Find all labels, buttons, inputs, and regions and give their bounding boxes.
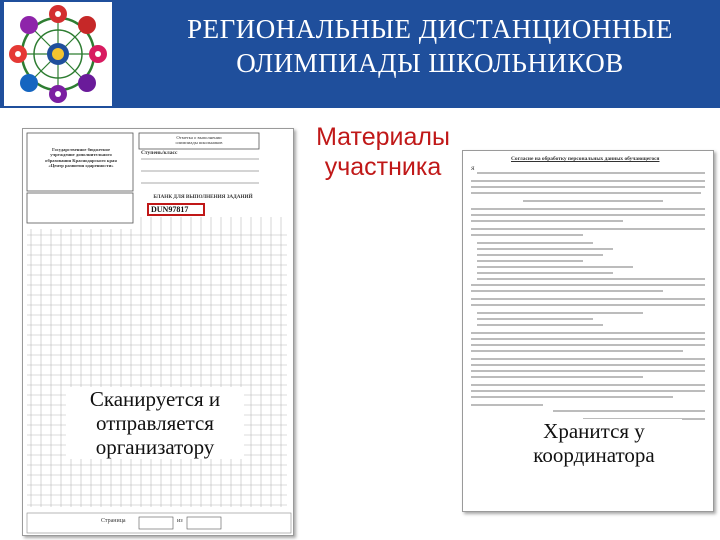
page-title-line1: РЕГИОНАЛЬНЫЕ ДИСТАНЦИОННЫЕ <box>187 14 673 44</box>
organization-block <box>31 137 131 169</box>
page-title-line2: ОЛИМПИАДЫ ШКОЛЬНИКОВ <box>236 48 624 78</box>
answer-sheet-document <box>22 128 294 536</box>
page-of-label: из <box>177 518 183 524</box>
org-line: Государственное бюджетное <box>52 147 110 152</box>
materials-line1: Материалы <box>316 123 450 151</box>
stamp-line: олимпиады школьников <box>175 140 223 146</box>
left-caption-line2: отправляется <box>96 411 214 435</box>
participant-materials-label <box>304 122 462 182</box>
participant-code: DUN97817 <box>147 203 205 216</box>
org-line: учреждение дополнительного <box>50 152 112 158</box>
sheet-title: БЛАНК ДЛЯ ВЫПОЛНЕНИЯ ЗАДАНИЙ <box>153 194 253 200</box>
left-caption-line3: организатору <box>95 435 215 459</box>
materials-line2: участника <box>324 153 442 181</box>
stamp-line: Отметка о выполнении <box>176 135 222 140</box>
right-caption <box>506 419 682 467</box>
page-label: Страница <box>101 518 126 524</box>
header-banner <box>0 0 720 108</box>
consent-title: Согласие на обработку персональных данных обучающегося <box>511 156 660 162</box>
right-caption-line1: Хранится у <box>543 419 645 443</box>
org-line: образования Краснодарского края <box>45 157 117 163</box>
left-caption-line1: Сканируется и <box>89 387 221 411</box>
consent-i-label: Я <box>471 166 475 172</box>
org-line: «Центр развития одаренности» <box>48 163 114 169</box>
olympiad-logo <box>4 2 112 106</box>
right-caption-line2: координатора <box>533 443 655 467</box>
answer-sheet-grid <box>23 129 294 536</box>
left-caption <box>66 387 244 459</box>
completion-stamp <box>141 135 257 146</box>
page-title <box>150 12 710 80</box>
grade-label: Ступень/класс <box>141 150 178 156</box>
